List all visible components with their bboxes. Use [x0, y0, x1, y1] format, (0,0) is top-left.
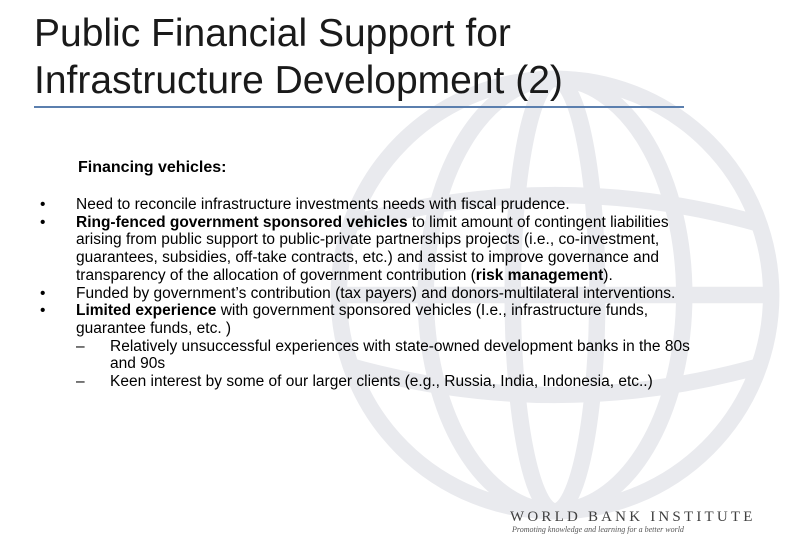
logo-name: WORLD BANK INSTITUTE: [510, 509, 756, 525]
bullet-icon: •: [40, 284, 46, 302]
dash-icon: –: [76, 337, 85, 355]
sub-bullet-list: [76, 338, 690, 391]
bullet-bold-text: Limited experience: [76, 302, 217, 320]
bullet-item: [40, 214, 690, 285]
bullet-icon: •: [40, 213, 46, 231]
bullet-bold-text: Ring-fenced government sponsored vehicles: [76, 213, 408, 231]
bullet-item: [40, 196, 690, 214]
bullet-item: [40, 302, 690, 391]
bullet-text: ).: [603, 266, 613, 284]
bullet-bold-text: risk management: [475, 266, 604, 284]
bullet-text: Need to reconcile infrastructure investments needs with fiscal prudence.: [76, 196, 570, 213]
sub-bullet-item: [76, 338, 690, 373]
sub-bullet-text: Keen interest by some of our larger clients (e.g., Russia, India, Indonesia, etc..): [110, 373, 653, 391]
bullet-icon: •: [40, 302, 46, 320]
sub-bullet-item: [76, 373, 690, 391]
title-line-2: Infrastructure Development (2): [34, 59, 563, 102]
title-line-1: Public Financial Support for: [34, 12, 511, 55]
slide-title: [34, 10, 694, 104]
bullet-text: Funded by government’s contribution (tax payers) and donors-multilateral interventions.: [76, 284, 676, 302]
title-underline: [34, 106, 684, 108]
bullet-icon: •: [40, 196, 46, 213]
bullet-item: [40, 285, 690, 303]
dash-icon: –: [76, 373, 85, 391]
bullet-list: [40, 196, 690, 391]
section-subheading: Financing vehicles:: [78, 159, 227, 176]
sub-bullet-text: Relatively unsuccessful experiences with state-owned development banks in the 80s and 90s: [110, 337, 690, 373]
bullet-text: to limit amount of contingent liabilities arising from public support to public-private partnerships projects (i.e., co-investment, guarantees, subsidies, off-take contracts, etc.) and assist to improve governance and transparency of the allocation of government contribution (: [76, 213, 669, 284]
world-bank-institute-logo: [510, 509, 756, 535]
bullet-text: with government sponsored vehicles (I.e., infrastructure funds, guarantee funds, etc. ): [76, 302, 649, 337]
logo-tagline: Promoting knowledge and learning for a better world: [512, 525, 684, 534]
